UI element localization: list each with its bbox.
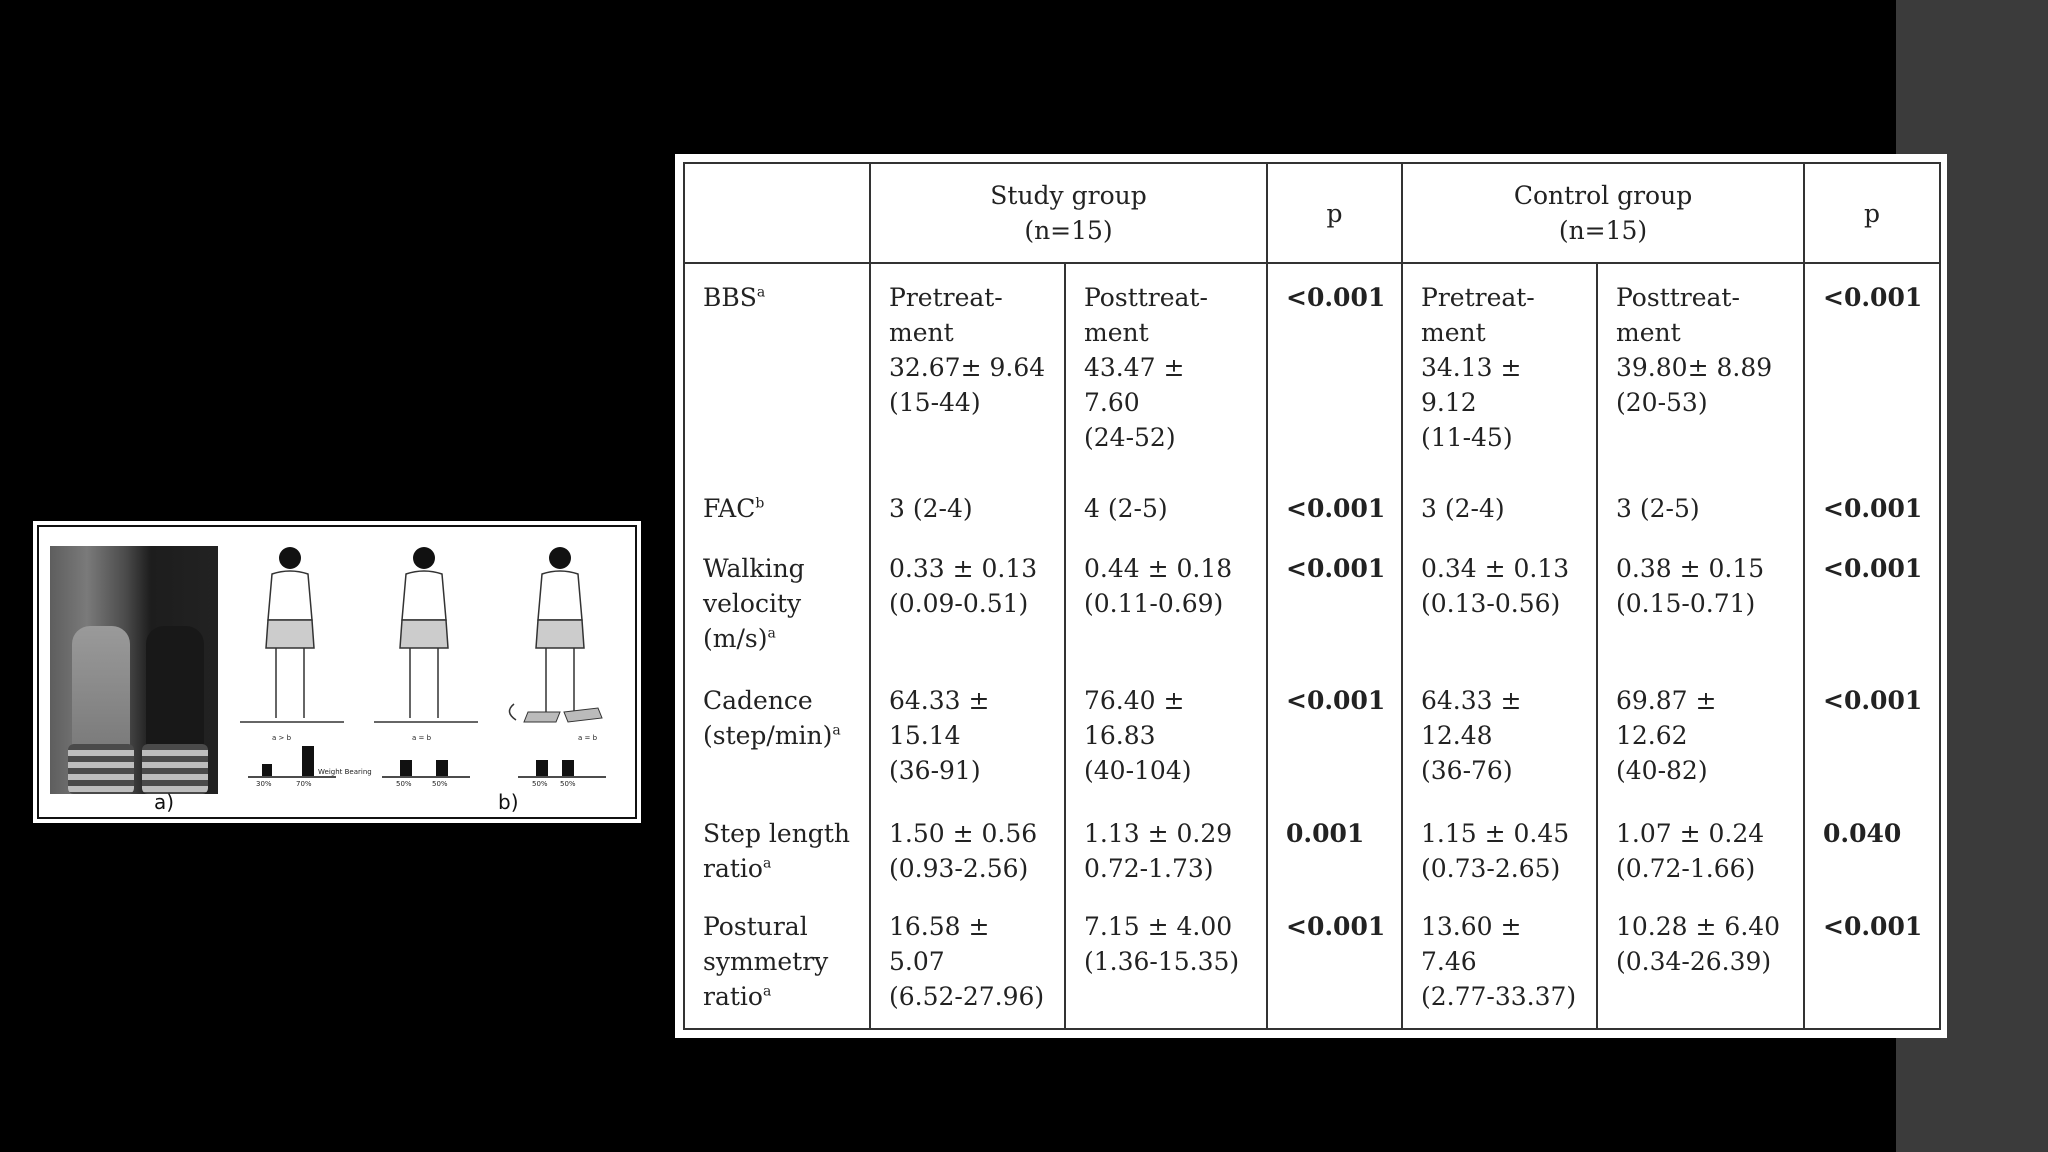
row-label-footnote: a — [762, 984, 772, 1001]
value-cell: 7.15 ± 4.00 (1.36-15.35) — [1065, 895, 1267, 1029]
value-cell: 0.44 ± 0.18 (0.11-0.69) — [1065, 537, 1267, 669]
p-value-cell: 0.001 — [1267, 802, 1402, 896]
header-empty-cell — [684, 163, 870, 263]
value-cell: 1.07 ± 0.24 (0.72-1.66) — [1597, 802, 1804, 896]
p-value-cell: <0.001 — [1267, 263, 1402, 477]
right-sock-shape — [142, 744, 208, 794]
leg-photo — [50, 546, 218, 794]
table-row — [684, 263, 1940, 477]
value-cell: 0.34 ± 0.13 (0.13-0.56) — [1402, 537, 1597, 669]
header-p-study: p — [1267, 163, 1402, 263]
row-label-cell — [684, 263, 870, 477]
p-value-cell: 0.040 — [1804, 802, 1940, 896]
weight-bearing-caption: Weight Bearing — [318, 768, 372, 776]
diagram-1-axis-label: a > b — [272, 734, 292, 742]
row-label-footnote: a — [767, 625, 776, 642]
results-table-panel — [675, 154, 1947, 1038]
row-label: Postural symmetry ratio — [703, 912, 829, 1012]
value-cell: 0.33 ± 0.13 (0.09-0.51) — [870, 537, 1065, 669]
row-label-cell — [684, 477, 870, 537]
value-cell: 69.87 ± 12.62 (40-82) — [1597, 669, 1804, 801]
table-row — [684, 895, 1940, 1029]
value-cell: 13.60 ± 7.46 (2.77-33.37) — [1402, 895, 1597, 1029]
row-label: Walking velocity (m/s) — [703, 553, 805, 653]
left-sock-shape — [68, 744, 134, 794]
weight-bearing-diagram-3 — [502, 540, 622, 790]
header-p-control: p — [1804, 163, 1940, 263]
p-value-cell: <0.001 — [1804, 263, 1940, 477]
row-label-cell — [684, 669, 870, 801]
row-label: FAC — [703, 493, 756, 523]
row-label-footnote: b — [755, 495, 765, 512]
control-group-n: (n=15) — [1558, 216, 1648, 245]
value-cell: 3 (2-5) — [1597, 477, 1804, 537]
diagram-2-right-value: 50% — [432, 780, 448, 788]
value-cell: Pretreat- ment 34.13 ± 9.12 (11-45) — [1402, 263, 1597, 477]
p-value-cell: <0.001 — [1267, 537, 1402, 669]
diagram-1-right-value: 70% — [296, 780, 312, 788]
table-header-row — [684, 163, 1940, 263]
value-cell: 1.50 ± 0.56 (0.93-2.56) — [870, 802, 1065, 896]
weight-bearing-diagram-2 — [366, 540, 486, 790]
study-group-title: Study group — [990, 181, 1147, 210]
header-study-group — [870, 163, 1267, 263]
value-cell: Posttreat- ment 39.80± 8.89 (20-53) — [1597, 263, 1804, 477]
study-group-n: (n=15) — [1024, 216, 1113, 245]
table-row — [684, 477, 1940, 537]
p-value-cell: <0.001 — [1804, 669, 1940, 801]
value-cell: Posttreat- ment 43.47 ± 7.60 (24-52) — [1065, 263, 1267, 477]
row-label-cell — [684, 537, 870, 669]
row-label: Step length ratio — [703, 818, 850, 883]
value-cell: 76.40 ± 16.83 (40-104) — [1065, 669, 1267, 801]
p-value-cell: <0.001 — [1267, 895, 1402, 1029]
row-label: Cadence (step/min) — [703, 686, 833, 751]
value-cell: 4 (2-5) — [1065, 477, 1267, 537]
value-cell: 10.28 ± 6.40 (0.34-26.39) — [1597, 895, 1804, 1029]
value-cell: 64.33 ± 12.48 (36-76) — [1402, 669, 1597, 801]
figure-panel — [33, 521, 641, 823]
value-cell: 64.33 ± 15.14 (36-91) — [870, 669, 1065, 801]
figure-label-a: a) — [154, 790, 175, 814]
value-cell: Pretreat- ment 32.67± 9.64 (15-44) — [870, 263, 1065, 477]
row-label: BBS — [703, 283, 757, 312]
diagram-2-left-value: 50% — [396, 780, 412, 788]
value-cell: 3 (2-4) — [870, 477, 1065, 537]
row-label-footnote: a — [832, 723, 841, 740]
table-row — [684, 802, 1940, 896]
diagram-3-left-value: 50% — [532, 780, 548, 788]
p-value-cell: <0.001 — [1267, 477, 1402, 537]
table-row — [684, 537, 1940, 669]
results-table — [683, 162, 1941, 1030]
weight-bearing-diagram-1 — [232, 540, 372, 790]
value-cell: 16.58 ± 5.07 (6.52-27.96) — [870, 895, 1065, 1029]
p-value-cell: <0.001 — [1804, 477, 1940, 537]
figure-label-b: b) — [498, 790, 519, 814]
header-control-group — [1402, 163, 1804, 263]
p-value-cell: <0.001 — [1804, 537, 1940, 669]
diagram-2-axis-label: a = b — [412, 734, 432, 742]
control-group-title: Control group — [1513, 181, 1693, 210]
value-cell: 3 (2-4) — [1402, 477, 1597, 537]
diagram-1-left-value: 30% — [256, 780, 272, 788]
p-value-cell: <0.001 — [1267, 669, 1402, 801]
table-row — [684, 669, 1940, 801]
diagram-3-axis-label: a = b — [578, 734, 598, 742]
diagram-3-right-value: 50% — [560, 780, 576, 788]
p-value-cell: <0.001 — [1804, 895, 1940, 1029]
row-label-footnote: a — [756, 284, 766, 301]
value-cell: 0.38 ± 0.15 (0.15-0.71) — [1597, 537, 1804, 669]
row-label-cell — [684, 802, 870, 896]
value-cell: 1.13 ± 0.29 0.72-1.73) — [1065, 802, 1267, 896]
value-cell: 1.15 ± 0.45 (0.73-2.65) — [1402, 802, 1597, 896]
row-label-footnote: a — [762, 855, 772, 872]
row-label-cell — [684, 895, 870, 1029]
